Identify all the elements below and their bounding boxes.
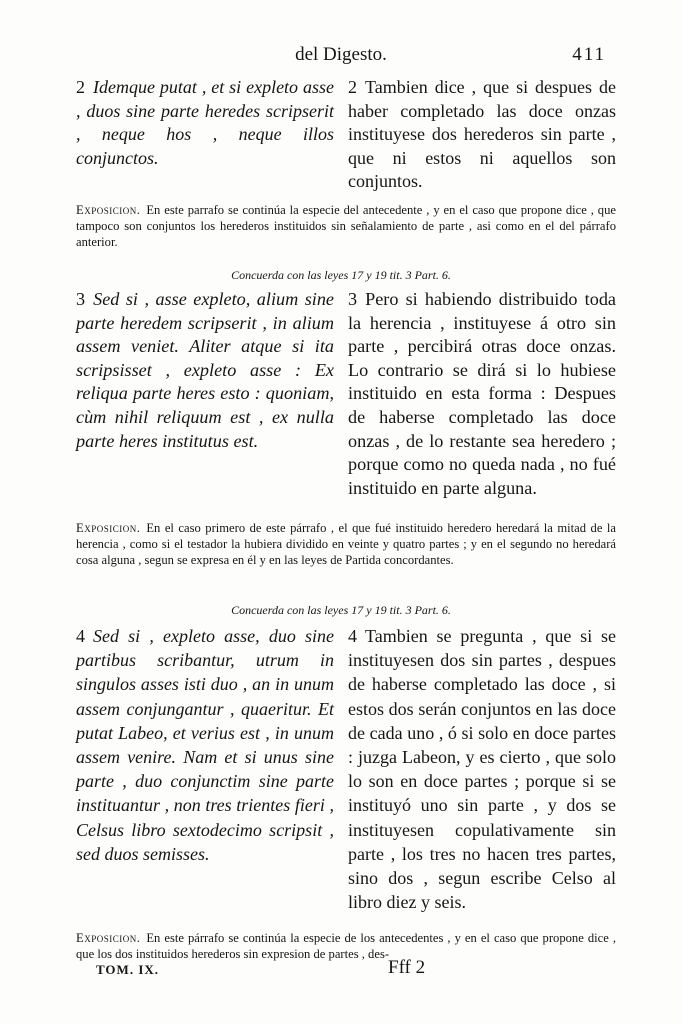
latin-paragraph-number: 3	[76, 289, 86, 309]
spanish-text: Tambien dice , que si despues de haber completado las doce onzas instituyese dos herederos sin parte , que ni estos ni aquellos son conjuntos.	[348, 77, 616, 191]
latin-text: Idemque putat , et si expleto asse , duos sine parte heredes scripserit , neque hos , neque illos conjunctos.	[76, 77, 334, 168]
latin-column	[76, 76, 334, 170]
spanish-paragraph-number: 4	[348, 626, 357, 646]
exposicion-note	[76, 202, 616, 250]
exposicion-text: En este parrafo se continúa la especie del antecedente , y en el caso que propone dice , que tampoco son conjuntos los herederos instituidos sin señalamiento de parte , asi como en el del párrafo anterior.	[76, 203, 616, 249]
volume-marker: TOM. IX.	[96, 962, 160, 977]
running-header-title: del Digesto.	[295, 44, 387, 65]
concordance-note: Concuerda con las leyes 17 y 19 tit. 3 Part. 6.	[231, 268, 451, 282]
latin-paragraph-number: 2	[76, 77, 85, 97]
exposicion-label: Exposicion.	[76, 203, 141, 217]
exposicion-text: En el caso primero de este párrafo , el que fué instituido heredero heredará la mitad de la herencia , como si el testador la hubiera dividido en veinte y quatro partes ; y en el segundo no heredará cosa alguna , segun se expresa en él y en las leyes de Partida concordantes.	[76, 521, 616, 567]
latin-text: Sed si , expleto asse, duo sine partibus scribantur, utrum in singulos asses isti duo , an in unum assem conjungantur , quaeritur. Et putat Labeo, et verius est , in unum assem venire. Nam et si unus sine parte , duo conjunctim sine parte instituantur , non tres trientes fieri , Celsus libro sextodecimo scripsit , sed duos semisses.	[76, 626, 334, 864]
spanish-paragraph-number: 2	[348, 77, 357, 97]
latin-paragraph-number: 4	[76, 626, 85, 646]
latin-column	[76, 624, 334, 866]
spanish-column	[348, 624, 616, 914]
latin-text: Sed si , asse expleto, alium sine parte heredem scripserit , in alium assem veniet. Aliter atque si ita scripsisset , expleto asse : Ex reliqua parte heres esto : quoniam, cùm nihil reliquum est , ex nulla parte heres institutus est.	[76, 289, 334, 451]
exposicion-label: Exposicion.	[76, 521, 141, 535]
concordance-note: Concuerda con las leyes 17 y 19 tit. 3 Part. 6.	[231, 603, 451, 617]
paragraph-3	[76, 288, 616, 518]
spanish-column	[348, 288, 616, 500]
signature-mark: Fff 2	[388, 957, 426, 978]
exposicion-label: Exposicion.	[76, 931, 141, 945]
exposicion-note	[76, 930, 616, 962]
page-number: 411	[572, 44, 606, 65]
spanish-column	[348, 76, 616, 194]
exposicion-note	[76, 520, 616, 568]
spanish-text: Pero si habiendo distribuido toda la herencia , instituyese á otro sin parte , percibirá otras doce onzas. Lo contrario se dirá si lo hubiese instituido en esta forma : Despues de haberse completado las doce onzas , de lo restante sea heredero ; porque como no queda nada , no fué instituido en parte alguna.	[348, 289, 616, 498]
paragraph-4	[76, 624, 616, 924]
exposicion-text: En este párrafo se continúa la especie de los antecedentes , y en el caso que propone dice , que los dos instituidos herederos sin expresion de partes , des-	[76, 931, 616, 961]
spanish-text: Tambien se pregunta , que si se instituyesen dos sin partes , despues de haberse completado las doce , si estos dos serán conjuntos en las doce de cada uno , ó si solo en doce partes : juzga Labeon, y es cierto , que solo lo son en doce partes ; porque si se instituyó uno sin parte , y dos se instituyesen copulativamente sin parte , los tres no hacen tres partes, sino dos , segun escribe Celso al libro diez y seis.	[348, 626, 616, 913]
latin-column	[76, 288, 334, 453]
spanish-paragraph-number: 3	[348, 289, 358, 309]
paragraph-2	[76, 76, 616, 196]
